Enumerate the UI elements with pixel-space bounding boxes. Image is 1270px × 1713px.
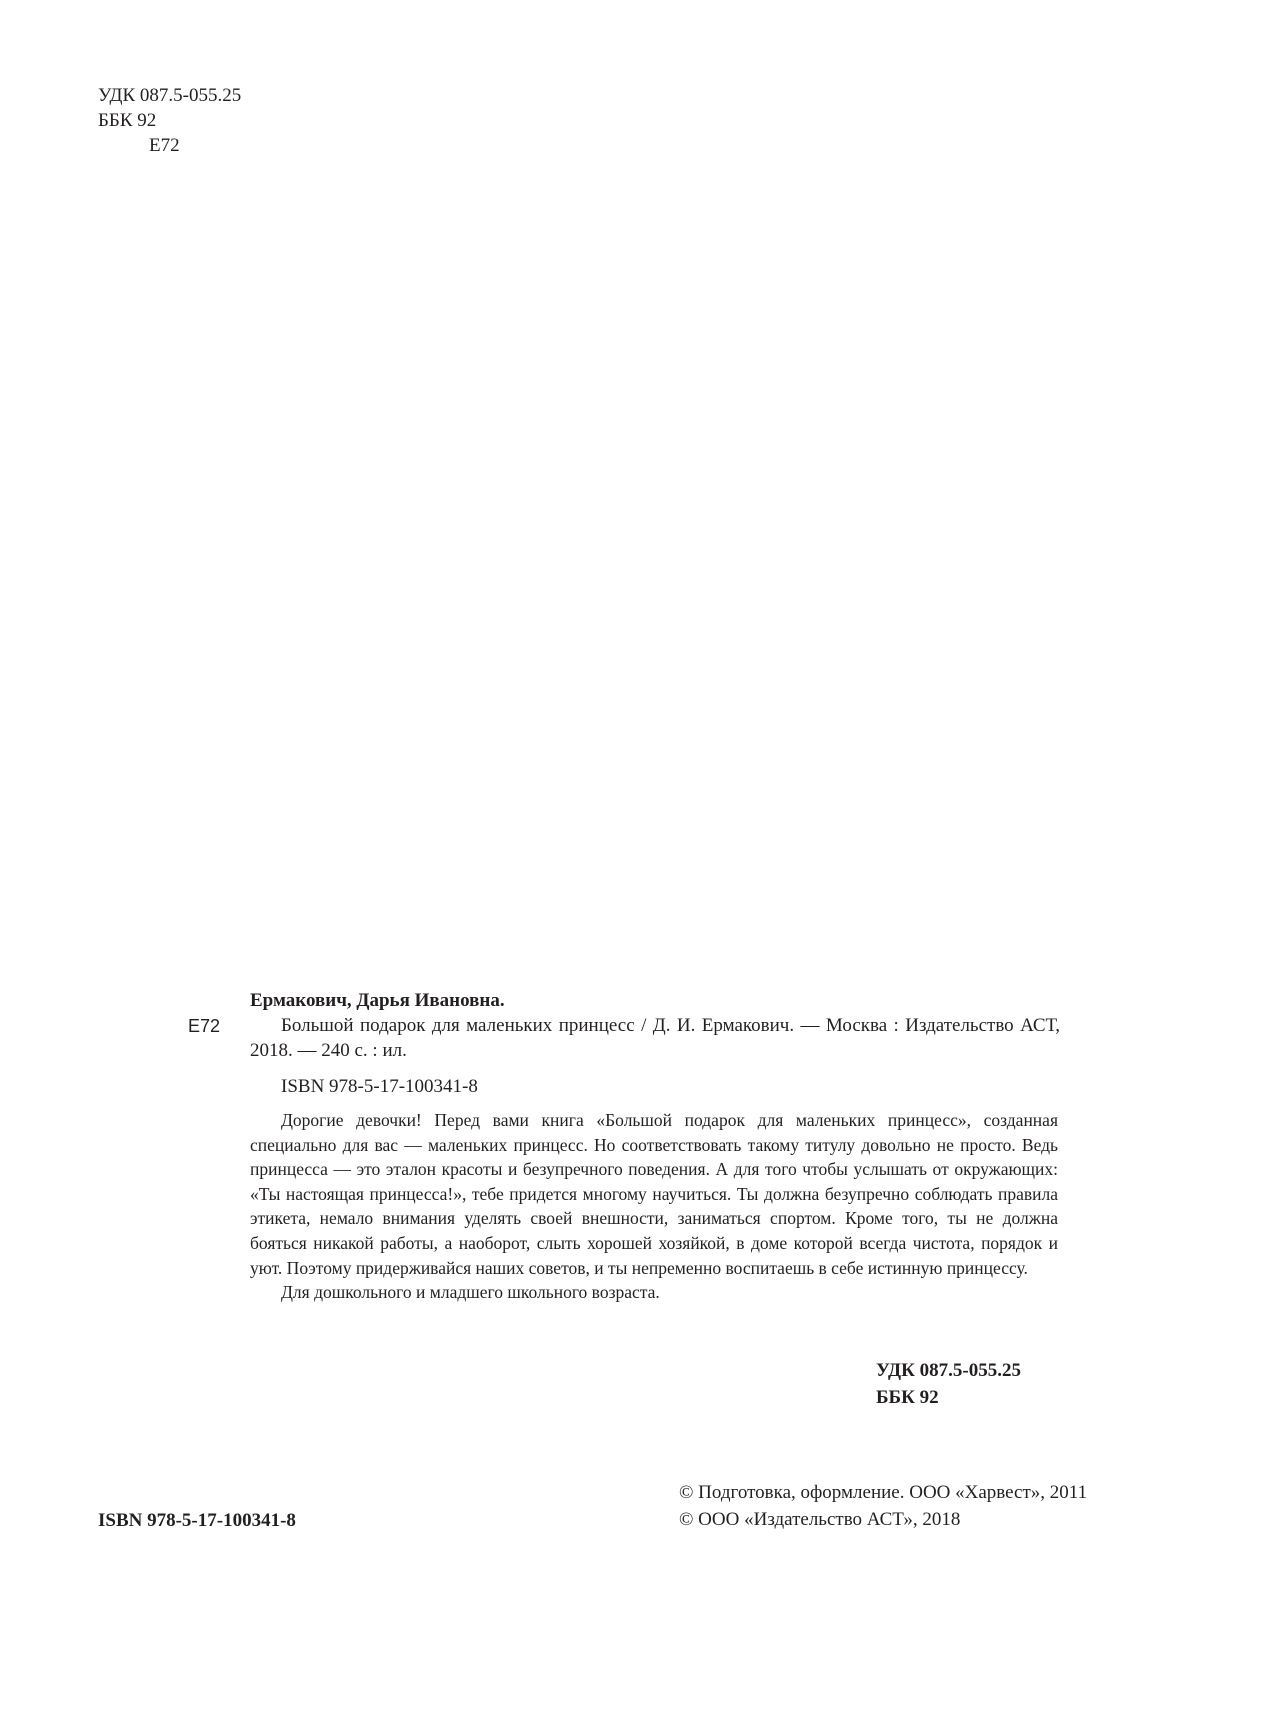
annotation-audience: Для дошкольного и младшего школьного возраста. <box>281 1282 660 1303</box>
annotation-text: Дорогие девочки! Перед вами книга «Большой подарок для маленьких принцесс», созданная специально для вас — маленьких принцесс. Но соответствовать такому титулу довольно не просто. Ведь принцесса — это эталон красоты и безупречного поведения. А для того чтобы услышать от окружающих: «Ты настоящая принцесса!», тебе придется многому научиться. Ты должна безупречно соблюдать правила этикета, немало внимания уделять своей внешности, заниматься спортом. Кроме того, ты не должна бояться никакой работы, а наоборот, слыть хорошей хозяйкой, в доме которой всегда чистота, порядок и уют. Поэтому придерживайся наших советов, и ты непременно воспитаешь в себе истинную принцессу. <box>250 1110 1058 1278</box>
author-mark: Е72 <box>149 135 180 156</box>
udk-code: УДК 087.5-055.25 <box>98 85 242 106</box>
copyright-line-1: © Подготовка, оформление. ООО «Харвест», 2011 <box>679 1482 1088 1503</box>
bbk-code: ББК 92 <box>98 110 157 131</box>
bottom-udk-code: УДК 087.5-055.25 <box>876 1360 1021 1381</box>
catalog-card <box>250 988 1060 1099</box>
isbn-footer: ISBN 978-5-17-100341-8 <box>98 1510 296 1531</box>
annotation <box>250 1108 1058 1305</box>
catalog-author-mark: Е72 <box>188 1016 221 1036</box>
catalog-author: Ермакович, Дарья Ивановна. <box>250 990 505 1011</box>
top-classification-codes <box>98 83 241 158</box>
catalog-title-statement: Большой подарок для маленьких принцесс / Д. И. Ермакович. — Москва : Издательство АСТ, 2018. — 240 с. : ил. <box>250 1015 1060 1061</box>
copyright-line-2: © ООО «Издательство АСТ», 2018 <box>679 1509 961 1530</box>
bottom-classification-codes <box>876 1357 1021 1411</box>
catalog-isbn: ISBN 978-5-17-100341-8 <box>281 1076 478 1097</box>
bottom-bbk-code: ББК 92 <box>876 1387 939 1408</box>
copyright-block <box>679 1479 1087 1533</box>
